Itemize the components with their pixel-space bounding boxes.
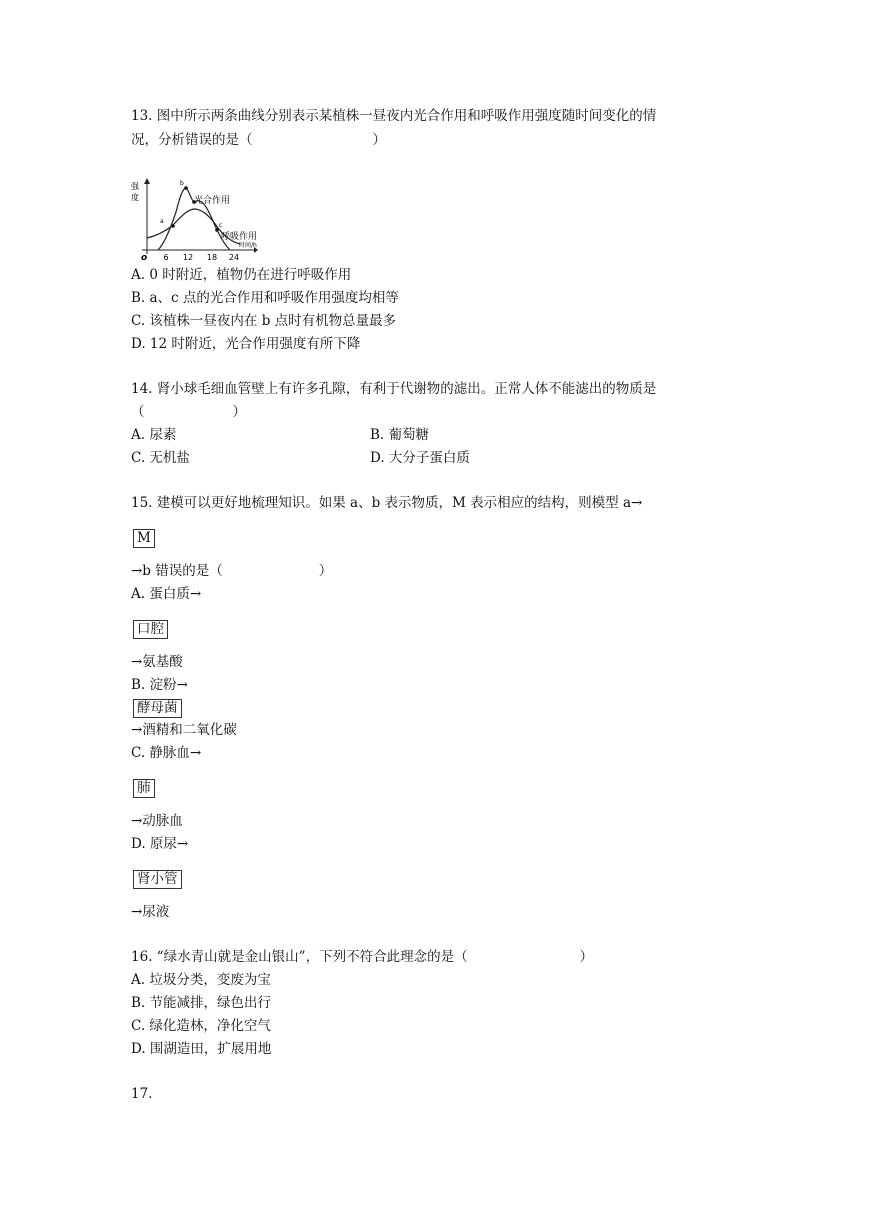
q15-option-c-box: 肺: [133, 779, 155, 798]
point-a-dot: [171, 224, 175, 228]
q15-stem-line1: 15. 建模可以更好地梳理知识。如果 a、b 表示物质，M 表示相应的结构，则模型 a→: [131, 495, 643, 511]
q15-stem-text: →b 错误的是（: [131, 563, 223, 579]
q14-stem-line2: [131, 403, 246, 421]
q14-close-paren: ）: [232, 404, 246, 420]
q15-option-d-suffix: →尿液: [131, 904, 170, 920]
y-axis-label-2: 度: [131, 193, 139, 202]
point-c-label: c: [219, 222, 223, 229]
q15-close-paren: ）: [318, 563, 333, 579]
respiration-label: 呼吸作用: [221, 232, 258, 242]
q15-option-c-prefix: C. 静脉血→: [131, 745, 202, 761]
q13-stem-text: 况，分析错误的是（: [131, 132, 253, 148]
q15-option-b-box: 酵母菌: [133, 699, 182, 718]
photosynthesis-respiration-graph: [128, 176, 258, 260]
q14-stem-line1: 14. 肾小球毛细血管壁上有许多孔隙，有利于代谢物的滤出。正常人体不能滤出的物质是: [131, 381, 657, 397]
q13-stem-line2: [131, 131, 386, 149]
q13-option-c: C. 该植株一昼夜内在 b 点时有机物总量最多: [131, 313, 397, 329]
q15-model-box-m: M: [133, 529, 155, 548]
origin-label: o: [141, 253, 148, 260]
x-tick-24: 24: [228, 253, 240, 260]
q14-option-a: A. 尿素: [131, 427, 177, 443]
y-axis-arrow: [144, 178, 150, 184]
q15-option-d-prefix: D. 原尿→: [131, 836, 189, 852]
q16-close-paren: ）: [579, 949, 594, 965]
photosynthesis-label: 光合作用: [194, 196, 231, 206]
q14-option-d: D. 大分子蛋白质: [370, 450, 470, 466]
point-b-dot: [184, 186, 188, 190]
q17-number: 17.: [131, 1086, 153, 1102]
q13-option-d: D. 12 时附近，光合作用强度有所下降: [131, 336, 361, 352]
x-tick-18: 18: [206, 253, 218, 260]
q16-option-d: D. 围湖造田，扩展用地: [131, 1041, 272, 1057]
q15-option-a-box: 口腔: [133, 620, 168, 639]
x-tick-12: 12: [182, 253, 194, 260]
q14-option-b: B. 葡萄糖: [370, 427, 430, 443]
q15-option-a-suffix: →氨基酸: [131, 654, 183, 670]
q16-stem-text: 16. “绿水青山就是金山银山”，下列不符合此理念的是（: [131, 949, 468, 965]
q13-option-a: A. 0 时附近，植物仍在进行呼吸作用: [131, 267, 352, 283]
q15-option-d-box: 肾小管: [133, 870, 182, 889]
point-b-label: b: [180, 180, 184, 187]
q15-option-a-prefix: A. 蛋白质→: [131, 586, 202, 602]
q15-option-b-suffix: →酒精和二氧化碳: [131, 722, 237, 738]
q15-option-c-suffix: →动脉血: [131, 813, 183, 829]
point-a-label: a: [160, 218, 164, 225]
x-tick-6: 6: [163, 253, 169, 260]
q16-stem: [131, 948, 593, 966]
q14-open-paren: （: [131, 404, 145, 420]
q13-close-paren: ）: [372, 132, 386, 148]
q15-option-b-prefix: B. 淀粉→: [131, 677, 188, 693]
y-axis-label-1: 强: [131, 182, 139, 191]
q13-option-b: B. a、c 点的光合作用和呼吸作用强度均相等: [131, 290, 399, 306]
q14-option-c: C. 无机盐: [131, 450, 190, 466]
q13-stem-line1: 13. 图中所示两条曲线分别表示某植株一昼夜内光合作用和呼吸作用强度随时间变化的情: [131, 108, 657, 124]
q15-stem-line2: [131, 562, 332, 580]
q16-option-c: C. 绿化造林，净化空气: [131, 1018, 271, 1034]
q16-option-b: B. 节能减排，绿色出行: [131, 995, 272, 1011]
x-axis-label: 时间/h: [239, 242, 257, 249]
q16-option-a: A. 垃圾分类，变废为宝: [131, 972, 271, 988]
